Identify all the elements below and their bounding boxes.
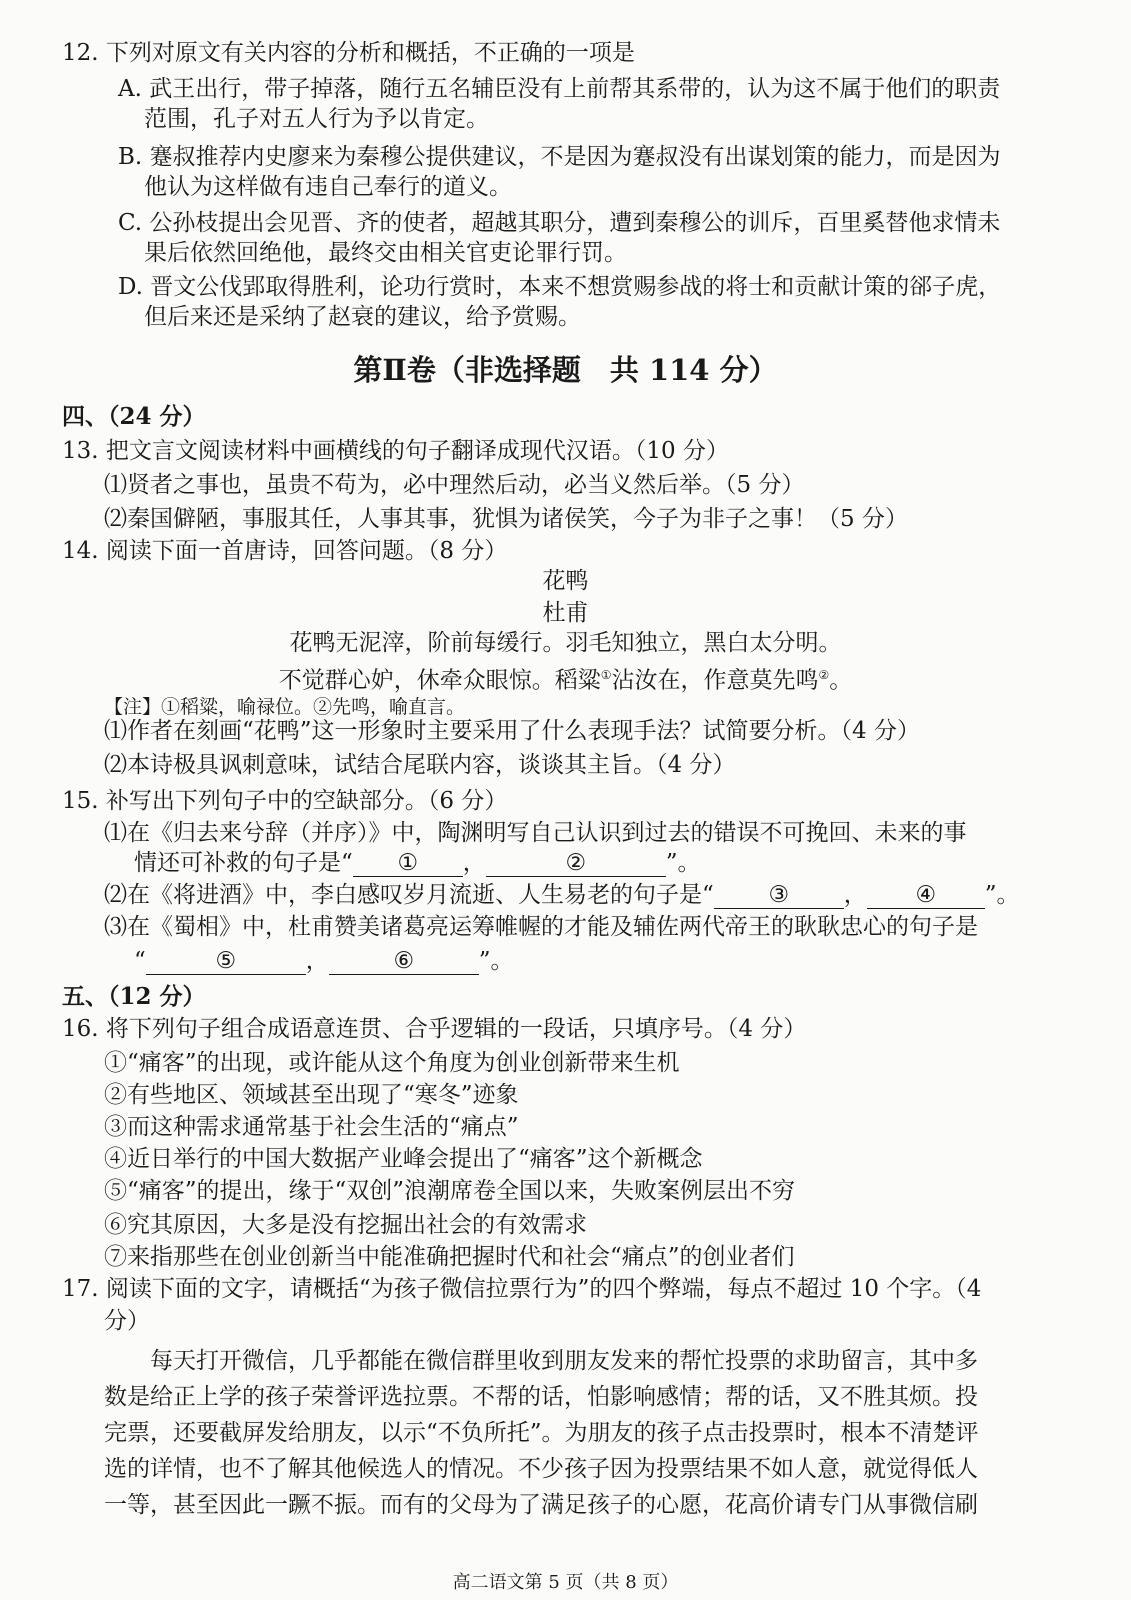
q15-stem: 15. 补写出下列句子中的空缺部分。（6 分） [62,788,508,814]
q16-item-5: ⑤“痛客”的提出，缘于“双创”浪潮席卷全国以来，失败案例层出不穷 [104,1178,796,1204]
q15-s3-end: ”。 [478,948,514,974]
poem-line-1: 花鸭无泥滓，阶前每缓行。羽毛知独立，黑白太分明。 [289,630,842,656]
q12-option-a-line1: A. 武王出行，带子掉落，随行五名辅臣没有上前帮其系带的，认为这不属于他们的职责 [118,76,1001,102]
part-5-heading: 五、（12 分） [62,983,206,1010]
q15-s2-end: ”。 [984,882,1020,908]
blank-6[interactable]: ⑥ [329,948,479,975]
q17-passage-line-2: 数是给正上学的孩子荣誉评选拉票。不帮的话，怕影响感情；帮的话，又不胜其烦。投 [104,1384,978,1410]
q12-option-d-line2: 但后来还是采纳了赵衰的建议，给予赏赐。 [144,304,581,330]
q16-item-1: ①“痛客”的出现，或许能从这个角度为创业创新带来生机 [104,1050,680,1076]
poem-line-2-part-c: 。 [829,667,853,694]
blank-3[interactable]: ③ [714,882,844,909]
q16-item-6: ⑥究其原因，大多是没有挖掘出社会的有效需求 [104,1212,587,1238]
q15-s1-separator: ， [462,850,486,876]
q17-passage-line-4: 选的详情，也不了解其他候选人的情况。不少孩子因为投票结果不如人意，就觉得低人 [104,1456,978,1482]
blank-2[interactable]: ② [486,850,666,877]
poem-title: 花鸭 [542,568,589,594]
poem-line-2 [0,660,1131,696]
q15-s2-separator: ， [843,882,867,908]
page-footer: 高二语文第 5 页（共 8 页） [452,1572,679,1593]
q17-stem-line1: 17. 阅读下面的文字，请概括“为孩子微信拉票行为”的四个弊端，每点不超过 10 个字。（4 [62,1276,982,1302]
q13-sentence-1: ⑴贤者之事也，虽贵不苟为，必中理然后动，必当义然后举。（5 分） [104,472,805,498]
q16-stem: 16. 将下列句子组合成语意连贯、合乎逻辑的一段话，只填序号。（4 分） [62,1016,807,1042]
q17-passage-line-5: 一等，甚至因此一蹶不振。而有的父母为了满足孩子的心愿，花高价请专门从事微信刷 [104,1492,978,1518]
q12-option-b-line1: B. 蹇叔推荐内史廖来为秦穆公提供建议，不是因为蹇叔没有出谋划策的能力，而是因为 [118,144,1001,170]
q12-option-a-line2: 范围，孔子对五人行为予以肯定。 [144,106,489,132]
q15-s1-line1: ⑴在《归去来兮辞（并序）》中，陶渊明写自己认识到过去的错误不可挽回、未来的事 [104,820,967,846]
q12-stem: 12. 下列对原文有关内容的分析和概括，不正确的一项是 [62,40,635,66]
q14-sub-2: ⑵本诗极具讽刺意味，试结合尾联内容，谈谈其主旨。（4 分） [104,752,736,778]
poem-note: 【注】①稻粱，喻禄位。②先鸣，喻直言。 [104,696,466,718]
blank-4[interactable]: ④ [867,882,985,909]
q15-s1-line2 [134,848,701,878]
q12-option-d-line1: D. 晋文公伐郢取得胜利，论功行赏时，本来不想赏赐参战的将士和贡献计策的郤子虎， [118,274,1002,300]
blank-5[interactable]: ⑤ [146,948,306,975]
part-4-heading: 四、（24 分） [62,403,206,430]
section-2-title: 第Ⅱ卷（非选择题 共 114 分） [353,353,778,387]
blank-1[interactable]: ① [353,850,463,877]
poem-line-2-part-b: 沾汝在，作意莫先鸣 [611,667,819,694]
q15-s2-prefix: ⑵在《将进酒》中，李白感叹岁月流逝、人生易老的句子是“ [104,882,714,908]
q12-option-b-line2: 他认为这样做有违自己奉行的道义。 [144,174,512,200]
q13-stem: 13. 把文言文阅读材料中画横线的句子翻译成现代汉语。（10 分） [62,438,729,464]
q16-item-2: ②有些地区、领域甚至出现了“寒冬”迹象 [104,1082,519,1108]
q17-passage-line-3: 完票，还要截屏发给朋友，以示“不负所托”。为朋友的孩子点击投票时，根本不清楚评 [104,1420,979,1446]
q16-item-7: ⑦来指那些在创业创新当中能准确把握时代和社会“痛点”的创业者们 [104,1244,795,1270]
q17-stem-line2: 分） [104,1308,150,1334]
q15-s3-prefix: “ [134,948,146,974]
q15-s1-end: ”。 [665,850,701,876]
q15-s3-separator: ， [305,948,329,974]
q14-sub-1: ⑴作者在刻画“花鸭”这一形象时主要采用了什么表现手法？试简要分析。（4 分） [104,718,920,744]
q12-option-c-line1: C. 公孙枝提出会见晋、齐的使者，超越其职分，遭到秦穆公的训斥，百里奚替他求情未 [118,210,1001,236]
q15-s1-prefix: 情还可补救的句子是“ [134,850,353,876]
poem-author: 杜甫 [542,600,589,626]
note-ref-2: ② [818,668,830,682]
note-ref-1: ① [600,668,612,682]
poem-line-2-part-a: 不觉群心妒，休牵众眼惊。稻粱 [278,667,601,694]
q12-option-c-line2: 果后依然回绝他，最终交由相关官吏论罪行罚。 [144,240,627,266]
q14-stem: 14. 阅读下面一首唐诗，回答问题。（8 分） [62,538,508,564]
q15-s2 [104,880,1020,910]
q16-item-4: ④近日举行的中国大数据产业峰会提出了“痛客”这个新概念 [104,1146,703,1172]
q15-s3-line1: ⑶在《蜀相》中，杜甫赞美诸葛亮运筹帷幄的才能及辅佐两代帝王的耿耿忠心的句子是 [104,914,978,940]
q15-s3-line2 [134,946,514,976]
q13-sentence-2: ⑵秦国僻陋，事服其任，人事其事，犹惧为诸侯笑，今子为非子之事！（5 分） [104,506,908,532]
q17-passage-line-1: 每天打开微信，几乎都能在微信群里收到朋友发来的帮忙投票的求助留言，其中多 [150,1348,978,1374]
q16-item-3: ③而这种需求通常基于社会生活的“痛点” [104,1114,519,1140]
